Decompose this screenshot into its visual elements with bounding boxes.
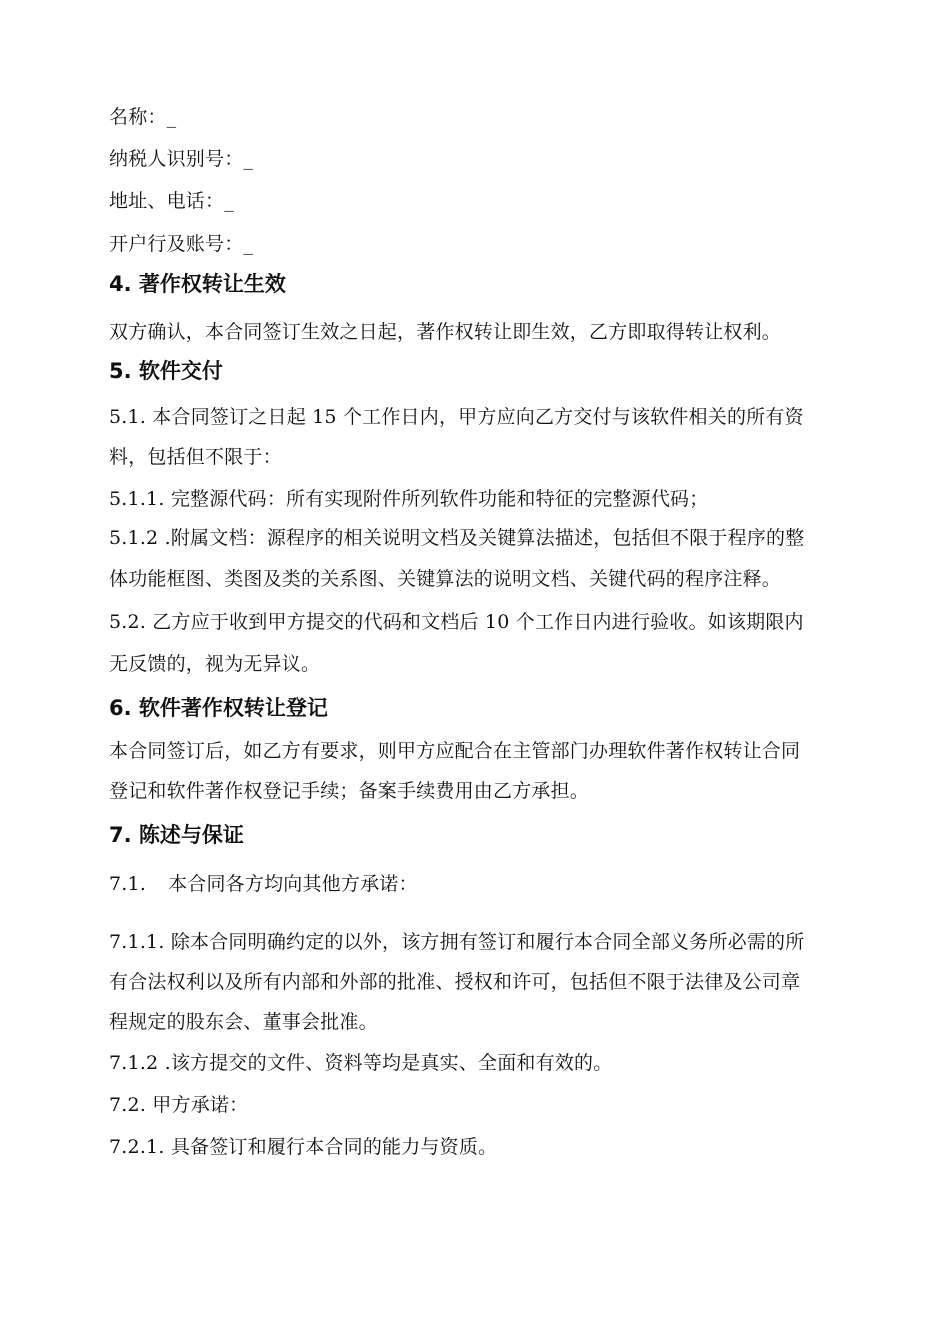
clause-7-1-text: 本合同各方均向其他方承诺： <box>168 873 418 895</box>
clause-7-1-1-line-2: 有合法权利以及所有内部和外部的批准、授权和许可，包括但不限于法律及公司章 <box>109 971 801 993</box>
clause-5-1-2-line-1: 5.1.2 .附属文档：源程序的相关说明文档及关键算法描述，包括但不限于程序的整 <box>109 527 805 549</box>
invoice-taxpayer-id-line: 纳税人识别号：_ <box>109 148 254 170</box>
clause-7-1-1-line-3: 程规定的股东会、董事会批准。 <box>109 1011 378 1033</box>
section-6-heading: 6. 软件著作权转让登记 <box>109 696 328 720</box>
clause-7-2-1: 7.2.1. 具备签订和履行本合同的能力与资质。 <box>109 1136 498 1158</box>
section-5-heading: 5. 软件交付 <box>109 359 223 383</box>
section-4-body: 双方确认，本合同签订生效之日起，著作权转让即生效，乙方即取得转让权利。 <box>109 321 782 343</box>
invoice-name-line: 名称：_ <box>109 106 177 128</box>
section-7-heading: 7. 陈述与保证 <box>109 823 244 847</box>
clause-5-1-2-line-2: 体功能框图、类图及类的关系图、关键算法的说明文档、关键代码的程序注释。 <box>109 568 782 590</box>
clause-7-1-2: 7.1.2 .该方提交的文件、资料等均是真实、全面和有效的。 <box>109 1052 613 1074</box>
invoice-bank-account-line: 开户行及账号：_ <box>109 233 254 255</box>
clause-7-1 <box>109 871 418 897</box>
clause-5-2-line-2: 无反馈的，视为无异议。 <box>109 653 321 675</box>
clause-7-1-number: 7.1. <box>109 873 147 895</box>
section-6-body-line-1: 本合同签订后，如乙方有要求，则甲方应配合在主管部门办理软件著作权转让合同 <box>109 740 801 762</box>
clause-5-1-1: 5.1.1. 完整源代码：所有实现附件所列软件功能和特征的完整源代码； <box>109 488 709 510</box>
clause-5-2-line-1: 5.2. 乙方应于收到甲方提交的代码和文档后 10 个工作日内进行验收。如该期限内 <box>109 611 804 633</box>
section-4-heading: 4. 著作权转让生效 <box>109 272 286 296</box>
clause-7-2: 7.2. 甲方承诺： <box>109 1094 249 1116</box>
clause-5-1-line-2: 料，包括但不限于： <box>109 446 282 468</box>
clause-5-1-line-1: 5.1. 本合同签订之日起 15 个工作日内，甲方应向乙方交付与该软件相关的所有资 <box>109 406 804 428</box>
invoice-address-phone-line: 地址、电话：_ <box>109 190 234 212</box>
clause-7-1-1-line-1: 7.1.1. 除本合同明确约定的以外，该方拥有签订和履行本合同全部义务所必需的所 <box>109 931 805 953</box>
section-6-body-line-2: 登记和软件著作权登记手续；备案手续费用由乙方承担。 <box>109 780 590 802</box>
